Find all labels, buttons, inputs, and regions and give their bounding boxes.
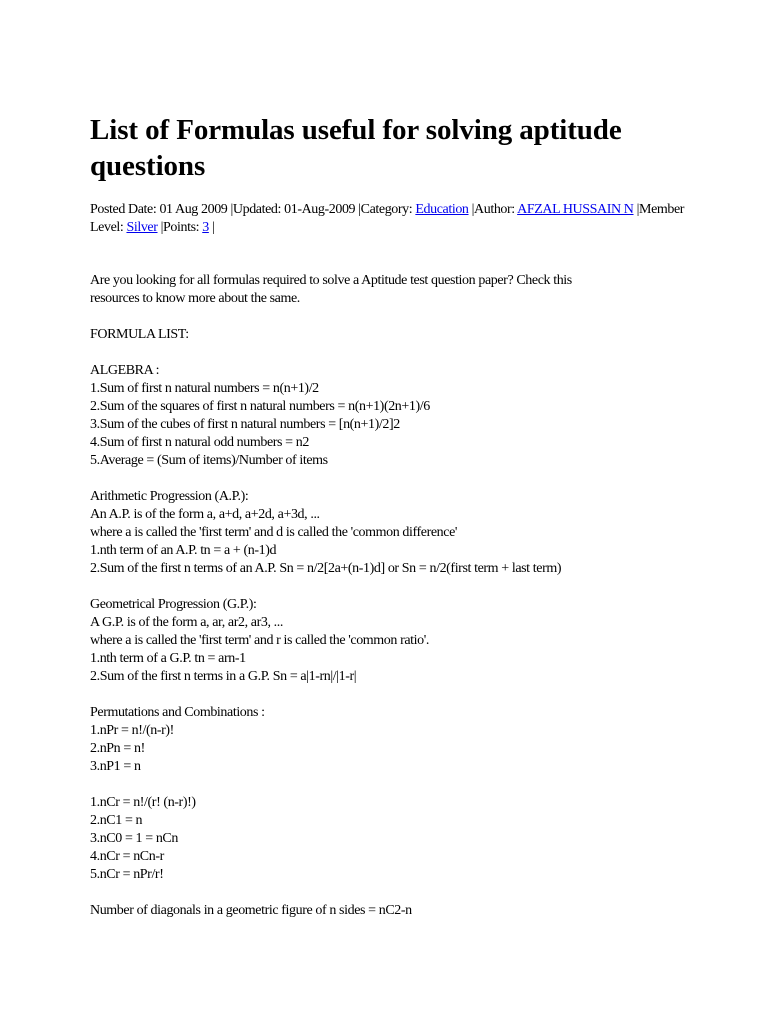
points-label: |Points: — [157, 220, 203, 235]
list-item: where a is called the 'first term' and r is called the 'common ratio'. — [90, 633, 429, 648]
list-item: 1.Sum of first n natural numbers = n(n+1)/2 — [90, 381, 319, 396]
list-item: 3.nP1 = n — [90, 759, 141, 774]
list-item: 2.nC1 = n — [90, 813, 143, 828]
intro-line: Are you looking for all formulas required to solve a Aptitude test question paper? Check this — [90, 273, 572, 288]
list-item: An A.P. is of the form a, a+d, a+2d, a+3d, ... — [90, 507, 320, 522]
list-item: 2.Sum of the first n terms of an A.P. Sn = n/2[2a+(n-1)d] or Sn = n/2(first term + last term) — [90, 561, 562, 576]
page-title: List of Formulas useful for solving aptitude questions — [90, 114, 622, 182]
points-link[interactable]: 3 — [202, 220, 209, 235]
list-item: 2.nPn = n! — [90, 741, 145, 756]
gp-heading: Geometrical Progression (G.P.): — [90, 597, 257, 612]
author-label: |Author: — [468, 202, 518, 217]
list-item: 1.nth term of an A.P. tn = a + (n-1)d — [90, 543, 277, 558]
list-item: where a is called the 'first term' and d is called the 'common difference' — [90, 525, 458, 540]
list-item: 3.Sum of the cubes of first n natural numbers = [n(n+1)/2]2 — [90, 417, 400, 432]
list-item: 3.nC0 = 1 = nCn — [90, 831, 178, 846]
article-body — [90, 272, 750, 920]
diagonals-formula: Number of diagonals in a geometric figure of n sides = nC2-n — [90, 903, 412, 918]
member-level-label: |Member Level: — [90, 202, 685, 235]
list-item: 4.Sum of first n natural odd numbers = n2 — [90, 435, 309, 450]
member-level-link[interactable]: Silver — [126, 220, 158, 235]
formula-list-heading: FORMULA LIST: — [90, 327, 189, 342]
list-item: 1.nth term of a G.P. tn = arn-1 — [90, 651, 246, 666]
article-meta — [90, 201, 690, 237]
list-item: 1.nCr = n!/(r! (n-r)!) — [90, 795, 196, 810]
list-item: A G.P. is of the form a, ar, ar2, ar3, ... — [90, 615, 283, 630]
author-link[interactable]: AFZAL HUSSAIN N — [517, 202, 634, 217]
permutations-heading: Permutations and Combinations : — [90, 705, 265, 720]
intro-line: resources to know more about the same. — [90, 291, 300, 306]
list-item: 2.Sum of the first n terms in a G.P. Sn = a|1-rn|/|1-r| — [90, 669, 357, 684]
list-item: 5.Average = (Sum of items)/Number of items — [90, 453, 328, 468]
meta-trailing: | — [208, 220, 215, 235]
posted-date-label: Posted Date: 01 Aug 2009 |Updated: 01-Aug-2009 |Category: — [90, 202, 416, 217]
list-item: 4.nCr = nCn-r — [90, 849, 164, 864]
ap-heading: Arithmetic Progression (A.P.): — [90, 489, 249, 504]
list-item: 5.nCr = nPr/r! — [90, 867, 164, 882]
list-item: 1.nPr = n!/(n-r)! — [90, 723, 174, 738]
algebra-heading: ALGEBRA : — [90, 363, 160, 378]
category-link[interactable]: Education — [415, 202, 469, 217]
list-item: 2.Sum of the squares of first n natural numbers = n(n+1)(2n+1)/6 — [90, 399, 430, 414]
